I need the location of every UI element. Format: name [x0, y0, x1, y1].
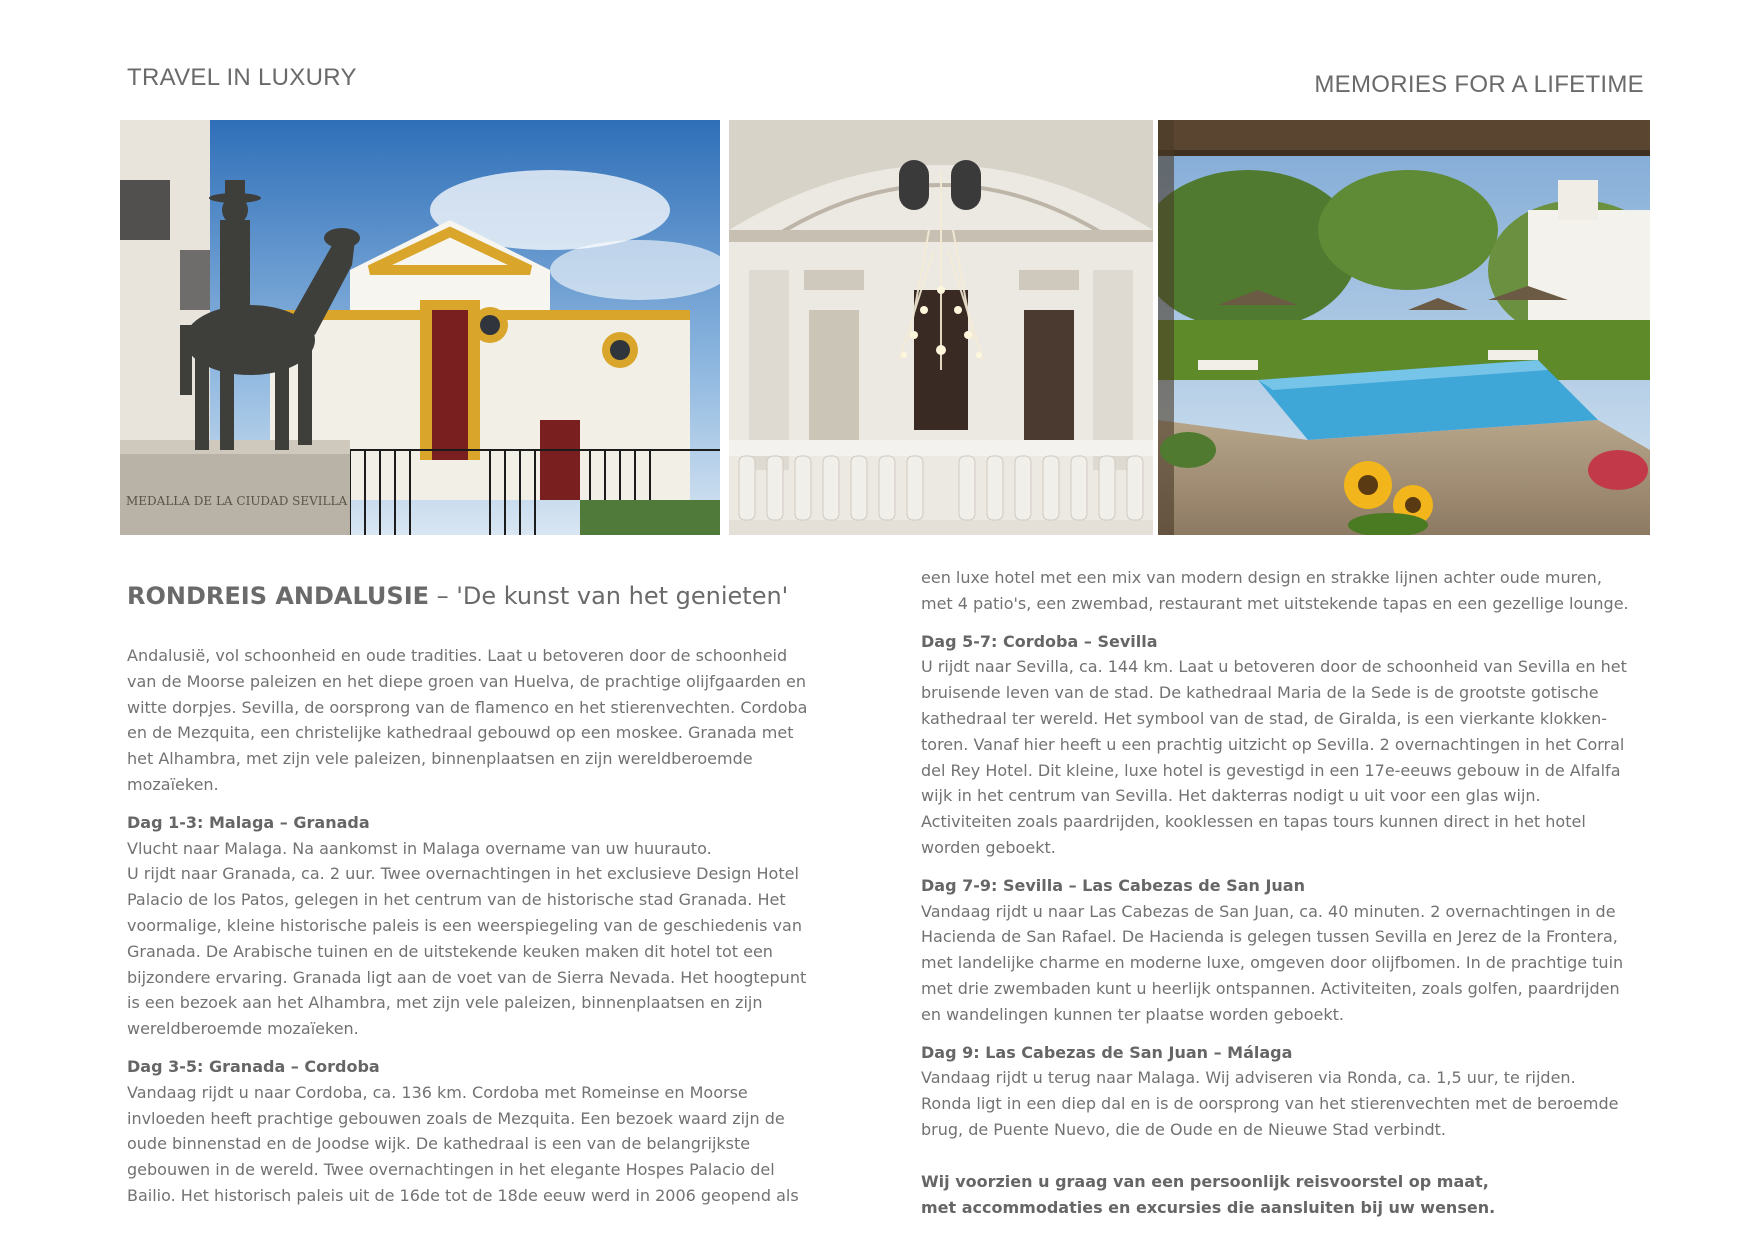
day-line: Ronda ligt in een diep dal en is de oorsprong van het stierenvechten met de beroemde [921, 1094, 1619, 1114]
day-line: U rijdt naar Sevilla, ca. 144 km. Laat u betoveren door de schoonheid van Sevilla en het [921, 657, 1627, 677]
day-line: wijk in het centrum van Sevilla. Het dakterras nodigt u uit voor een glas wijn. [921, 786, 1541, 806]
day-line: Vandaag rijdt u naar Las Cabezas de San Juan, ca. 40 minuten. 2 overnachtingen in de [921, 901, 1616, 921]
intro-line: Andalusië, vol schoonheid en oude tradities. Laat u betoveren door de schoonheid [127, 646, 788, 665]
day-heading: Dag 1-3: Malaga – Granada [127, 812, 370, 832]
day-heading: Dag 5-7: Cordoba – Sevilla [921, 631, 1158, 651]
day-line: U rijdt naar Granada, ca. 2 uur. Twee overnachtingen in het exclusieve Design Hotel [127, 864, 799, 884]
day-line: Vlucht naar Malaga. Na aankomst in Malaga overname van uw huurauto. [127, 838, 712, 858]
day-line: Palacio de los Patos, gelegen in het centrum van de historische stad Granada. Het [127, 890, 786, 910]
day-line: met 4 patio's, een zwembad, restaurant met uitstekende tapas en een gezellige lounge. [921, 593, 1629, 613]
day-line: brug, de Puente Nuevo, die de Oude en de Nieuwe Stad verbindt. [921, 1119, 1446, 1139]
day-line: del Rey Hotel. Dit kleine, luxe hotel is gevestigd in een 17e-eeuws gebouw in de Alfalfa [921, 760, 1621, 780]
intro-line: witte dorpjes. Sevilla, de oorsprong van de flamenco en het stierenvechten. Cordoba [127, 697, 808, 717]
intro-line: en de Mezquita, een christelijke kathedraal gebouwd op een moskee. Granada met [127, 723, 794, 743]
closing-line: Wij voorzien u graag van een persoonlijk reisvoorstel op maat, [921, 1171, 1489, 1191]
text-column-right [921, 565, 1641, 1220]
day-line: is een bezoek aan het Alhambra, met zijn vele paleizen, binnenplaatsen en zijn [127, 993, 763, 1013]
day-line: bijzondere ervaring. Granada ligt aan de voet van de Sierra Nevada. Het hoogtepunt [127, 967, 807, 987]
day-heading: Dag 3-5: Granada – Cordoba [127, 1056, 380, 1076]
day-line: en wandelingen kunnen ter plaatse worden geboekt. [921, 1004, 1344, 1024]
brand-tagline-left: TRAVEL IN LUXURY [127, 64, 357, 91]
intro-line: van de Moorse paleizen en het diepe groen van Huelva, de prachtige olijfgaarden en [127, 671, 806, 691]
day-line: wereldberoemde mozaïeken. [127, 1019, 359, 1039]
page-title [127, 582, 788, 610]
day-line: Hacienda de San Rafael. De Hacienda is gelegen tussen Sevilla en Jerez de la Frontera, [921, 927, 1618, 947]
day-line: kathedraal ter wereld. Het symbool van de stad, de Giralda, is een vierkante klokken- [921, 708, 1608, 728]
statue-inscription: MEDALLA DE LA CIUDAD SEVILLA [126, 494, 348, 508]
title-main: RONDREIS ANDALUSIE [127, 582, 430, 610]
day-line: invloeden heeft prachtige gebouwen zoals de Mezquita. Een bezoek waard zijn de [127, 1108, 785, 1128]
day-line: met landelijke charme en moderne luxe, omgeven door olijfbomen. In de prachtige tuin [921, 953, 1624, 973]
day-line: gebouwen in de wereld. Twee overnachtingen in het elegante Hospes Palacio del [127, 1160, 775, 1180]
day-line: Activiteiten zoals paardrijden, kooklessen en tapas tours kunnen direct in het hotel [921, 812, 1586, 832]
day-line: een luxe hotel met een mix van modern design en strakke lijnen achter oude muren, [921, 568, 1602, 587]
day-line: bruisende leven van de stad. De kathedraal Maria de la Sede is de grootste gotische [921, 683, 1599, 703]
closing-line: met accommodaties en excursies die aansluiten bij uw wensen. [921, 1197, 1496, 1217]
bullring-horse-statue-photo [120, 120, 720, 535]
day-heading: Dag 9: Las Cabezas de San Juan – Málaga [921, 1042, 1293, 1062]
day-line: Granada. De Arabische tuinen en de uitstekende keuken maken dit hotel tot een [127, 941, 773, 961]
brand-tagline-right: MEMORIES FOR A LIFETIME [1314, 71, 1644, 98]
intro-line: mozaïeken. [127, 774, 219, 794]
intro-line: het Alhambra, met zijn vele paleizen, binnenplaatsen en zijn wereldberoemde [127, 749, 753, 769]
day-line: Vandaag rijdt u naar Cordoba, ca. 136 km. Cordoba met Romeinse en Moorse [127, 1082, 748, 1102]
day-line: toren. Vanaf hier heeft u een prachtig uitzicht op Sevilla. 2 overnachtingen in het Corral [921, 734, 1625, 754]
day-line: met drie zwembaden kunt u heerlijk ontspannen. Activiteiten, zoals golfen, paardrijden [921, 978, 1620, 998]
text-column-left [127, 643, 827, 1209]
day-line: Vandaag rijdt u terug naar Malaga. Wij adviseren via Ronda, ca. 1,5 uur, te rijden. [921, 1068, 1576, 1088]
day-line: oude binnenstad en de Joodse wijk. De kathedraal is een van de belangrijkste [127, 1134, 751, 1154]
day-line: voormalige, kleine historische paleis is een weerspiegeling van de geschiedenis van [127, 915, 802, 935]
hacienda-pool-garden-photo [1158, 120, 1650, 535]
day-line: worden geboekt. [921, 837, 1056, 857]
day-heading: Dag 7-9: Sevilla – Las Cabezas de San Juan [921, 875, 1305, 895]
title-subtitle: – 'De kunst van het genieten' [429, 582, 789, 610]
day-line: Bailio. Het historisch paleis uit de 16de tot de 18de eeuw werd in 2006 geopend als [127, 1185, 799, 1205]
palace-courtyard-chandelier-photo [729, 120, 1153, 535]
